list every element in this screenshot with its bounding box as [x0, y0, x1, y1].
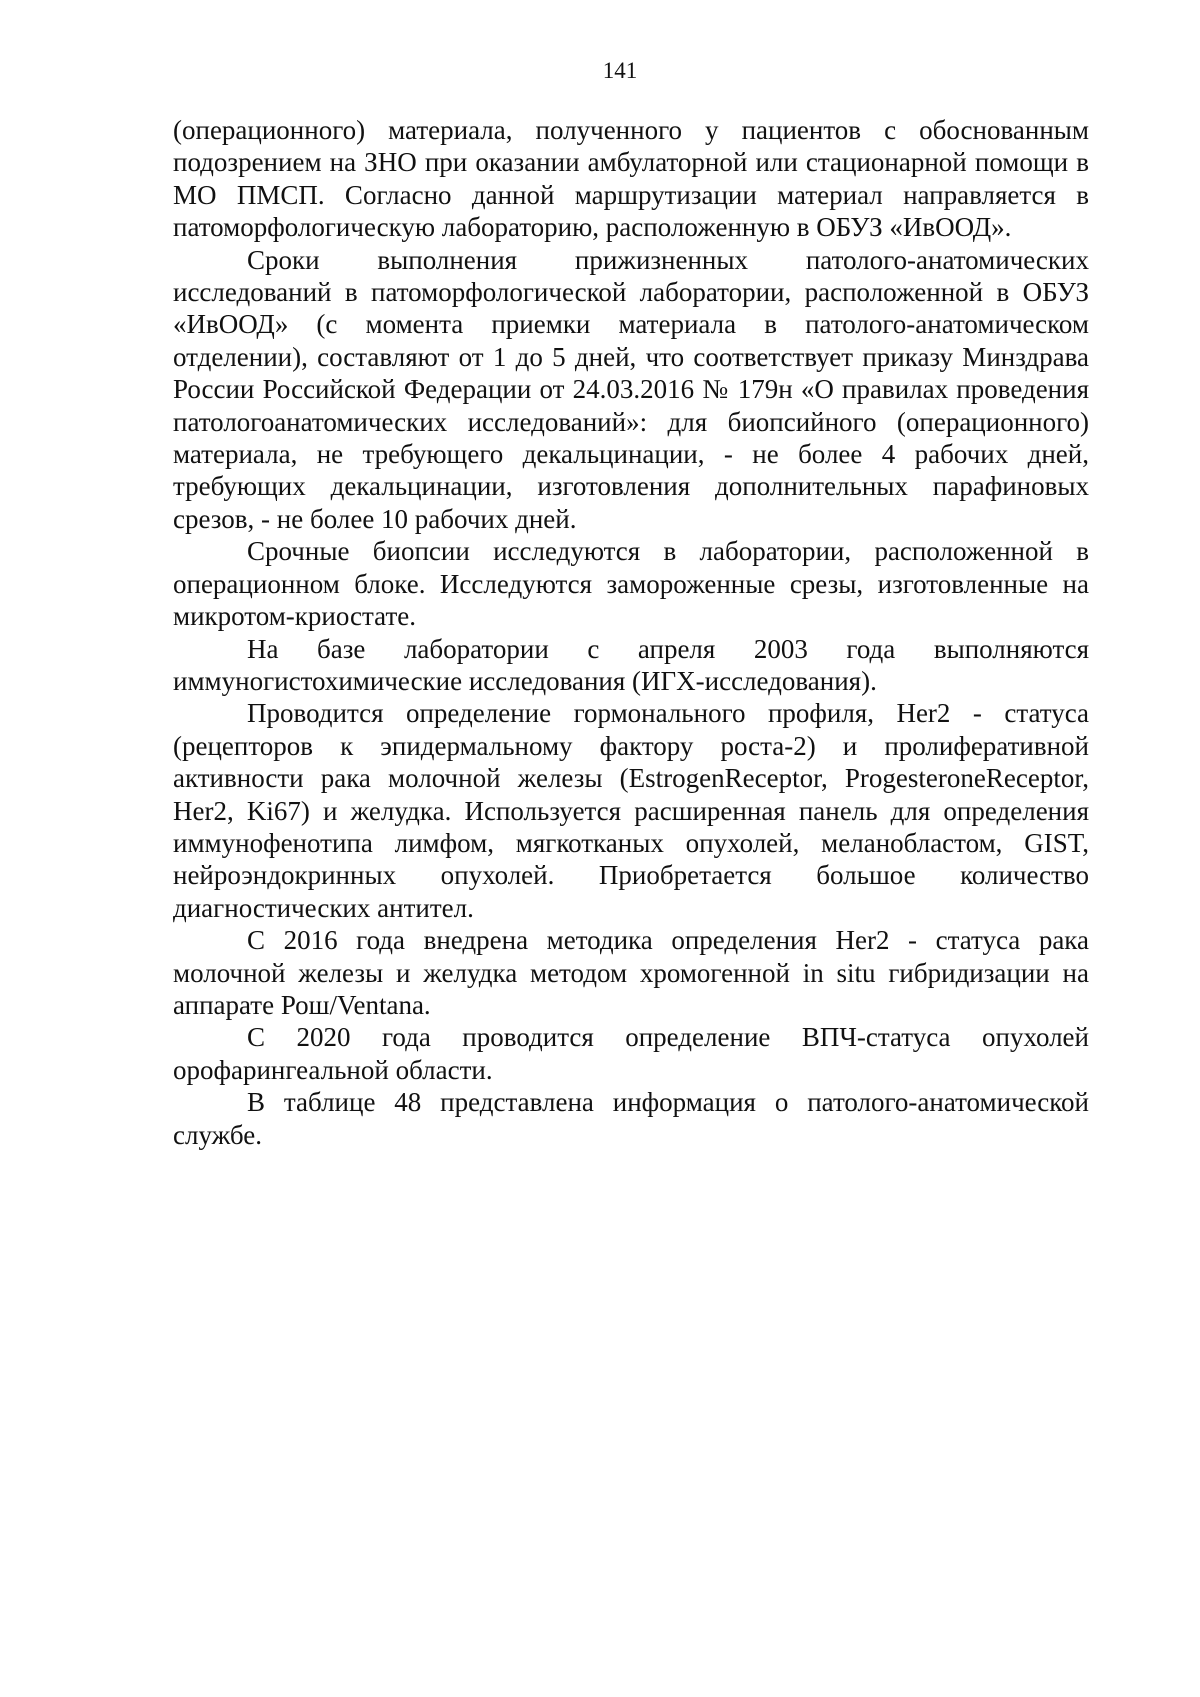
paragraph-her2-ish-2016: С 2016 года внедрена методика определения Her2 - статуса рака молочной железы и желудка методом хромогенной in situ гибридизации на аппарате Рош/Ventana. — [173, 925, 1089, 1020]
paragraph-ihc-since-2003: На базе лаборатории с апреля 2003 года выполняются иммуногистохимические исследования (ИГХ-исследования). — [173, 633, 1089, 696]
page-number: 141 — [602, 58, 638, 83]
paragraph-hormonal-profile: Проводится определение гормонального профиля, Her2 - статуса (рецепторов к эпидермальному фактору роста-2) и пролиферативной активности рака молочной железы (EstrogenReceptor, ProgesteroneReceptor, Her2, Ki67) и желудка. Используется расширенная панель для определения иммунофенотипа лимфом, мягкотканых опухолей, меланобластом, GIST, нейроэндокринных опухолей. Приобретается большое количество диагностических антител. — [173, 698, 1089, 923]
paragraph-table-reference: В таблице 48 представлена информация о патолого-анатомической службе. — [173, 1087, 1089, 1150]
document-body — [173, 114, 1089, 1151]
paragraph-terms: Сроки выполнения прижизненных патолого-анатомических исследований в патоморфологической лаборатории, расположенной в ОБУЗ «ИвООД» (с момента приемки материала в патолого-анатомическом отделении), составляют от 1 до 5 дней, что соответствует приказу Минздрава России Российской Федерации от 24.03.2016 № 179н «О правилах проведения патологоанатомических исследований»: для биопсийного (операционного) материала, не требующего декальцинации, - не более 4 рабочих дней, требующих декальцинации, изготовления дополнительных парафиновых срезов, - не более 10 рабочих дней. — [173, 244, 1089, 534]
paragraph-hpv-2020: С 2020 года проводится определение ВПЧ-статуса опухолей орофарингеальной области. — [173, 1022, 1089, 1085]
paragraph-continuation: (операционного) материала, полученного у пациентов с обоснованным подозрением на ЗНО при оказании амбулаторной или стационарной помощи в МО ПМСП. Согласно данной маршрутизации материал направляется в патоморфологическую лабораторию, расположенную в ОБУЗ «ИвООД». — [173, 115, 1089, 243]
paragraph-urgent-biopsies: Срочные биопсии исследуются в лаборатории, расположенной в операционном блоке. Исследуются замороженные срезы, изготовленные на микротом-криостате. — [173, 536, 1089, 632]
